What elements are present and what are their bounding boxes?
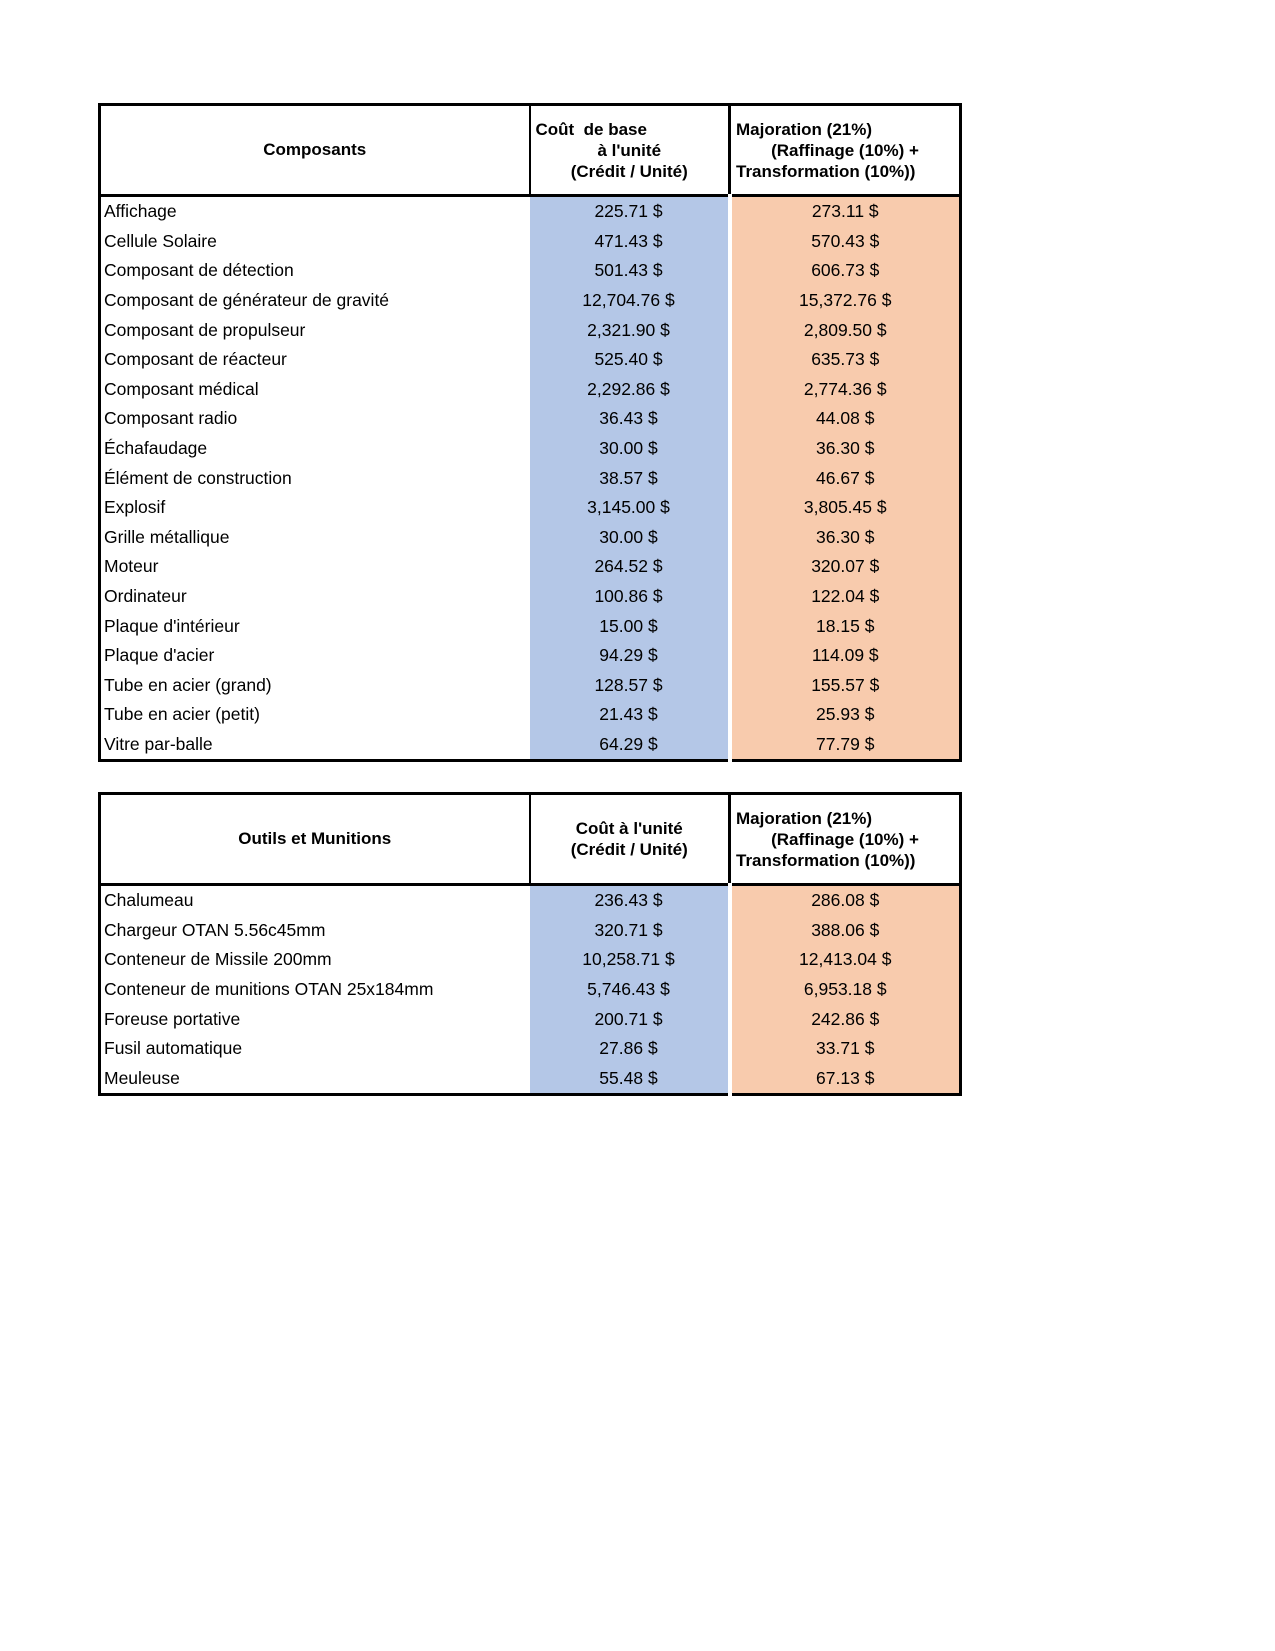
component-base-cost-cell: 94.29 $ [530, 641, 730, 671]
tool-majoration-cell: 6,953.18 $ [730, 975, 961, 1005]
component-name-cell: Cellule Solaire [100, 227, 530, 257]
component-row [100, 345, 961, 375]
component-base-cost-cell: 525.40 $ [530, 345, 730, 375]
tool-name-cell: Conteneur de munitions OTAN 25x184mm [100, 975, 530, 1005]
tool-majoration-cell: 12,413.04 $ [730, 945, 961, 975]
component-majoration-cell: 320.07 $ [730, 552, 961, 582]
component-majoration-cell: 122.04 $ [730, 582, 961, 612]
tool-name-cell: Meuleuse [100, 1064, 530, 1095]
majoration-header-cell [730, 105, 961, 196]
component-base-cost-cell: 30.00 $ [530, 523, 730, 553]
tool-name-cell: Conteneur de Missile 200mm [100, 945, 530, 975]
tool-row [100, 885, 961, 916]
components-table-header [100, 105, 961, 196]
components-table-body [100, 196, 961, 761]
component-name-cell: Ordinateur [100, 582, 530, 612]
tool-row [100, 1034, 961, 1064]
tool-base-cost-cell: 320.71 $ [530, 916, 730, 946]
component-name-cell: Moteur [100, 552, 530, 582]
component-base-cost-cell: 264.52 $ [530, 552, 730, 582]
component-majoration-cell: 155.57 $ [730, 671, 961, 701]
component-majoration-cell: 46.67 $ [730, 463, 961, 493]
tools-table [98, 792, 962, 1096]
component-row [100, 582, 961, 612]
component-name-cell: Composant médical [100, 375, 530, 405]
component-name-cell: Composant de réacteur [100, 345, 530, 375]
tool-row [100, 1064, 961, 1095]
tools-majoration-header-line-2: (Raffinage (10%) + [771, 829, 919, 849]
component-base-cost-cell: 2,321.90 $ [530, 315, 730, 345]
component-majoration-cell: 18.15 $ [730, 611, 961, 641]
component-majoration-cell: 606.73 $ [730, 256, 961, 286]
component-name-cell: Vitre par-balle [100, 730, 530, 761]
component-name-cell: Affichage [100, 196, 530, 227]
tool-row [100, 916, 961, 946]
component-majoration-cell: 15,372.76 $ [730, 286, 961, 316]
tools-title: Outils et Munitions [238, 829, 392, 848]
component-majoration-cell: 273.11 $ [730, 196, 961, 227]
component-row [100, 375, 961, 405]
component-row [100, 404, 961, 434]
base-cost-header-line-3: (Crédit / Unité) [570, 161, 688, 181]
component-name-cell: Grille métallique [100, 523, 530, 553]
component-row [100, 196, 961, 227]
component-row [100, 641, 961, 671]
component-majoration-cell: 570.43 $ [730, 227, 961, 257]
component-row [100, 463, 961, 493]
component-majoration-cell: 25.93 $ [730, 700, 961, 730]
tool-base-cost-cell: 5,746.43 $ [530, 975, 730, 1005]
tools-header-row [100, 794, 961, 885]
tools-table-body [100, 885, 961, 1095]
tool-base-cost-cell: 55.48 $ [530, 1064, 730, 1095]
component-name-cell: Échafaudage [100, 434, 530, 464]
tools-majoration-header-line-1: Majoration (21%) [736, 808, 873, 828]
tool-majoration-cell: 67.13 $ [730, 1064, 961, 1095]
component-majoration-cell: 2,809.50 $ [730, 315, 961, 345]
majoration-header-line-1: Majoration (21%) [736, 119, 873, 139]
component-majoration-cell: 2,774.36 $ [730, 375, 961, 405]
component-base-cost-cell: 501.43 $ [530, 256, 730, 286]
tools-majoration-header-cell [730, 794, 961, 885]
component-row [100, 730, 961, 761]
component-majoration-cell: 36.30 $ [730, 523, 961, 553]
component-majoration-cell: 77.79 $ [730, 730, 961, 761]
tool-majoration-cell: 33.71 $ [730, 1034, 961, 1064]
tool-row [100, 975, 961, 1005]
tool-name-cell: Chalumeau [100, 885, 530, 916]
tool-row [100, 945, 961, 975]
component-name-cell: Composant de détection [100, 256, 530, 286]
component-majoration-cell: 44.08 $ [730, 404, 961, 434]
component-row [100, 523, 961, 553]
components-table [98, 103, 962, 762]
base-cost-header-line-1: Coût de base [535, 119, 647, 139]
component-base-cost-cell: 3,145.00 $ [530, 493, 730, 523]
component-name-cell: Plaque d'intérieur [100, 611, 530, 641]
component-row [100, 286, 961, 316]
tools-title-cell [100, 794, 530, 885]
component-row [100, 256, 961, 286]
component-base-cost-cell: 38.57 $ [530, 463, 730, 493]
component-majoration-cell: 114.09 $ [730, 641, 961, 671]
component-row [100, 671, 961, 701]
component-name-cell: Composant de générateur de gravité [100, 286, 530, 316]
tools-cost-header-line-2: (Crédit / Unité) [570, 840, 688, 859]
component-name-cell: Composant de propulseur [100, 315, 530, 345]
component-name-cell: Composant radio [100, 404, 530, 434]
component-name-cell: Tube en acier (petit) [100, 700, 530, 730]
component-base-cost-cell: 471.43 $ [530, 227, 730, 257]
tool-base-cost-cell: 10,258.71 $ [530, 945, 730, 975]
tool-majoration-cell: 242.86 $ [730, 1004, 961, 1034]
tool-name-cell: Chargeur OTAN 5.56c45mm [100, 916, 530, 946]
component-base-cost-cell: 2,292.86 $ [530, 375, 730, 405]
component-base-cost-cell: 128.57 $ [530, 671, 730, 701]
component-base-cost-cell: 15.00 $ [530, 611, 730, 641]
component-row [100, 552, 961, 582]
component-row [100, 434, 961, 464]
tools-cost-header-cell [530, 794, 730, 885]
tools-cost-header-line-1: Coût à l'unité [575, 819, 683, 838]
component-majoration-cell: 36.30 $ [730, 434, 961, 464]
component-row [100, 700, 961, 730]
component-base-cost-cell: 21.43 $ [530, 700, 730, 730]
tool-base-cost-cell: 236.43 $ [530, 885, 730, 916]
component-row [100, 227, 961, 257]
component-base-cost-cell: 12,704.76 $ [530, 286, 730, 316]
component-name-cell: Tube en acier (grand) [100, 671, 530, 701]
component-base-cost-cell: 225.71 $ [530, 196, 730, 227]
component-base-cost-cell: 36.43 $ [530, 404, 730, 434]
component-base-cost-cell: 100.86 $ [530, 582, 730, 612]
majoration-header-line-2: (Raffinage (10%) + [771, 140, 919, 160]
component-base-cost-cell: 64.29 $ [530, 730, 730, 761]
component-majoration-cell: 3,805.45 $ [730, 493, 961, 523]
tool-row [100, 1004, 961, 1034]
tool-base-cost-cell: 200.71 $ [530, 1004, 730, 1034]
tools-majoration-header-line-3: Transformation (10%)) [736, 850, 916, 870]
majoration-header-line-3: Transformation (10%)) [736, 161, 916, 181]
component-name-cell: Élément de construction [100, 463, 530, 493]
component-base-cost-cell: 30.00 $ [530, 434, 730, 464]
base-cost-header-line-2: à l'unité [597, 140, 662, 160]
tool-majoration-cell: 388.06 $ [730, 916, 961, 946]
components-header-row [100, 105, 961, 196]
component-name-cell: Plaque d'acier [100, 641, 530, 671]
component-row [100, 493, 961, 523]
tools-table-header [100, 794, 961, 885]
tool-majoration-cell: 286.08 $ [730, 885, 961, 916]
base-cost-header-cell [530, 105, 730, 196]
component-majoration-cell: 635.73 $ [730, 345, 961, 375]
tool-name-cell: Fusil automatique [100, 1034, 530, 1064]
component-row [100, 315, 961, 345]
components-title-cell [100, 105, 530, 196]
component-row [100, 611, 961, 641]
tool-base-cost-cell: 27.86 $ [530, 1034, 730, 1064]
tool-name-cell: Foreuse portative [100, 1004, 530, 1034]
component-name-cell: Explosif [100, 493, 530, 523]
components-title: Composants [263, 140, 367, 159]
